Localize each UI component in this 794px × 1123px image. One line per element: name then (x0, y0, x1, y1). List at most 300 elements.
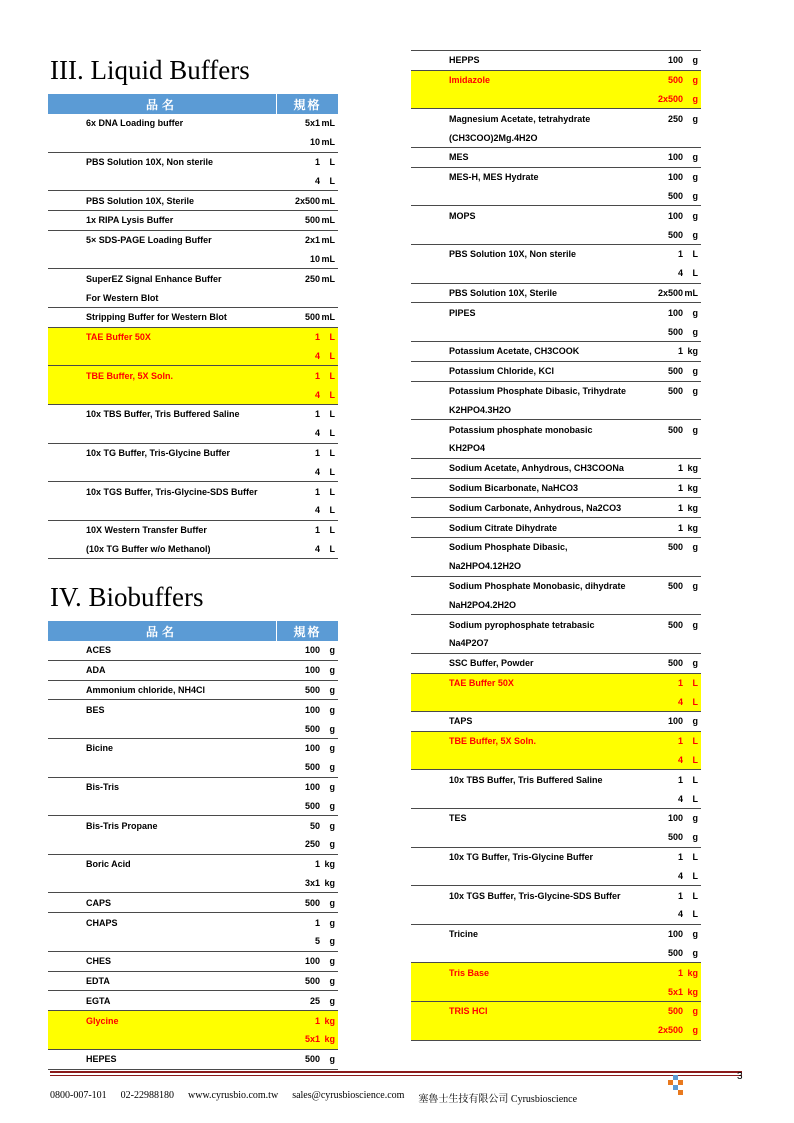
company-logo-icon (664, 1075, 686, 1097)
quantity: 5x1 (304, 118, 320, 129)
product-name: (CH3COO)2Mg.4H2O (449, 132, 538, 143)
table-row-line (48, 681, 338, 700)
product-name: PBS Solution 10X, Non sterile (86, 156, 214, 167)
table-row-line (48, 991, 338, 1010)
unit: kg (687, 522, 698, 533)
table-row-line (411, 944, 701, 963)
table-row-line (411, 187, 701, 206)
table-row-line (411, 538, 701, 557)
quantity: 1 (314, 486, 320, 497)
quantity: 50 (309, 820, 320, 831)
header-spec: 規格 (276, 621, 338, 641)
table-row-line (411, 148, 701, 167)
table-row (48, 913, 338, 952)
table-row-line (411, 809, 701, 828)
product-name: 10x TGS Buffer, Tris-Glycine-SDS Buffer (86, 486, 258, 497)
table-row-line (411, 128, 701, 147)
quantity: 100 (667, 210, 683, 221)
unit: g (692, 813, 698, 824)
biobuffers-left-rows (48, 641, 338, 1070)
table-row (48, 816, 338, 855)
table-row (411, 382, 701, 421)
table-row-line (411, 828, 701, 847)
quantity: 5x1 (304, 1034, 320, 1045)
table-row-line (411, 982, 701, 1001)
product-name: Bicine (86, 743, 114, 754)
table-row-line (411, 848, 701, 867)
product-name: 10X Western Transfer Buffer (86, 525, 207, 536)
quantity: 100 (304, 956, 320, 967)
quantity: 500 (667, 75, 683, 86)
table-row-line (411, 342, 701, 361)
unit: g (329, 1054, 335, 1065)
quantity: 4 (677, 268, 683, 279)
quantity: 1 (677, 967, 683, 978)
product-name: Tricine (449, 929, 479, 940)
table-row (48, 893, 338, 913)
unit: kg (687, 967, 698, 978)
table-row-line (48, 835, 338, 854)
product-name: CHAPS (86, 917, 118, 928)
footer-rule-thin (50, 1075, 742, 1076)
unit: g (692, 658, 698, 669)
unit: g (329, 839, 335, 850)
table-row-line (411, 264, 701, 283)
table-row-line (411, 225, 701, 244)
unit: L (692, 755, 698, 766)
product-name: PBS Solution 10X, Sterile (449, 287, 558, 298)
unit: g (329, 665, 335, 676)
unit: L (329, 175, 335, 186)
table-row (48, 482, 338, 521)
product-name: Potassium Acetate, CH3COOK (449, 346, 580, 357)
unit: kg (687, 346, 698, 357)
quantity: 5x1 (667, 986, 683, 997)
table-row-line (48, 114, 338, 133)
product-name: TAE Buffer 50X (449, 677, 514, 688)
product-name: PBS Solution 10X, Sterile (86, 195, 195, 206)
table-row-line (48, 328, 338, 347)
quantity: 250 (304, 273, 320, 284)
table-row-line (411, 692, 701, 711)
table-row-line (48, 385, 338, 404)
product-name: KH2PO4 (449, 443, 486, 454)
table-row (48, 269, 338, 308)
unit: g (329, 956, 335, 967)
unit: mL (321, 312, 335, 323)
table-row-line (411, 1002, 701, 1021)
quantity: 500 (667, 1006, 683, 1017)
product-name: MOPS (449, 210, 476, 221)
quantity: 1 (677, 852, 683, 863)
unit: mL (321, 137, 335, 148)
product-name: 10x TBS Buffer, Tris Buffered Saline (86, 409, 240, 420)
table-row-line (411, 284, 701, 303)
quantity: 1 (314, 525, 320, 536)
unit: L (329, 466, 335, 477)
biobuffers-right-rows (411, 51, 701, 1041)
table-row-line (48, 758, 338, 777)
quantity: 4 (677, 793, 683, 804)
table-row-line (411, 732, 701, 751)
table-row-line (48, 932, 338, 951)
unit: g (692, 929, 698, 940)
quantity: 1 (677, 890, 683, 901)
unit: g (329, 936, 335, 947)
quantity: 1 (314, 370, 320, 381)
unit: L (692, 774, 698, 785)
unit: L (329, 447, 335, 458)
product-name: Potassium phosphate monobasic (449, 424, 593, 435)
liquid-buffers-table (48, 94, 338, 559)
quantity: 3x1 (304, 877, 320, 888)
unit: kg (687, 986, 698, 997)
product-name: TBE Buffer, 5X Soln. (86, 370, 174, 381)
unit: mL (684, 287, 698, 298)
table-row-line (48, 133, 338, 152)
unit: g (692, 326, 698, 337)
quantity: 4 (314, 428, 320, 439)
footer-contact (50, 1090, 690, 1105)
unit: g (692, 580, 698, 591)
table-row (48, 952, 338, 972)
unit: L (329, 370, 335, 381)
table-row-line (48, 171, 338, 190)
quantity: 500 (304, 684, 320, 695)
table-row (48, 641, 338, 661)
table-row-line (48, 444, 338, 463)
quantity: 500 (304, 312, 320, 323)
table-row (48, 308, 338, 328)
unit: L (329, 389, 335, 400)
table-row-line (411, 168, 701, 187)
product-name: 10x TGS Buffer, Tris-Glycine-SDS Buffer (449, 890, 621, 901)
quantity: 1 (314, 332, 320, 343)
table-row (48, 991, 338, 1011)
unit: kg (687, 502, 698, 513)
product-name: 1x RIPA Lysis Buffer (86, 215, 174, 226)
product-name: Sodium Citrate Dihydrate (449, 522, 558, 533)
unit: g (329, 645, 335, 656)
table-row (48, 855, 338, 894)
table-row (48, 328, 338, 367)
table-row (411, 71, 701, 110)
unit: L (329, 505, 335, 516)
header-product-name: 品名 (145, 97, 178, 112)
quantity: 100 (667, 152, 683, 163)
table-row-line (411, 905, 701, 924)
table-row-line (48, 739, 338, 758)
unit: kg (324, 877, 335, 888)
product-name: 10x TBS Buffer, Tris Buffered Saline (449, 774, 603, 785)
quantity: 500 (304, 723, 320, 734)
unit: g (329, 743, 335, 754)
quantity: 500 (667, 542, 683, 553)
section-title-biobuffers: IV. Biobuffers (50, 582, 204, 612)
table-row-line (411, 498, 701, 517)
unit: L (329, 409, 335, 420)
table-row (48, 681, 338, 701)
product-name: PIPES (449, 307, 476, 318)
table-row-line (48, 366, 338, 385)
table-row (48, 1011, 338, 1050)
quantity: 100 (667, 172, 683, 183)
table-row (411, 420, 701, 459)
table-row (411, 109, 701, 148)
unit: mL (321, 253, 335, 264)
table-row-line (411, 770, 701, 789)
unit: kg (324, 1034, 335, 1045)
quantity: 500 (667, 658, 683, 669)
quantity: 10 (309, 253, 320, 264)
quantity: 1 (314, 917, 320, 928)
quantity: 2x1 (304, 235, 320, 246)
unit: g (329, 723, 335, 734)
quantity: 500 (304, 897, 320, 908)
table-row-line (411, 303, 701, 322)
table-row-line (48, 700, 338, 719)
table-row-line (48, 719, 338, 738)
unit: g (329, 975, 335, 986)
product-name: TBE Buffer, 5X Soln. (449, 736, 537, 747)
product-name: EDTA (86, 975, 110, 986)
table-row-line (411, 789, 701, 808)
unit: mL (321, 273, 335, 284)
unit: L (329, 486, 335, 497)
table-row-line (48, 288, 338, 307)
quantity: 4 (677, 755, 683, 766)
table-row-line (48, 855, 338, 874)
table-row (411, 148, 701, 168)
table-row (411, 342, 701, 362)
footer-phone: 02-22988180 (120, 1090, 175, 1101)
quantity: 1 (677, 774, 683, 785)
unit: g (692, 1006, 698, 1017)
table-row (411, 245, 701, 284)
unit: g (692, 190, 698, 201)
table-row-line (411, 1021, 701, 1040)
table-row (411, 206, 701, 245)
product-name: SSC Buffer, Powder (449, 658, 534, 669)
table-row-line (411, 71, 701, 90)
quantity: 1 (677, 249, 683, 260)
unit: kg (687, 482, 698, 493)
quantity: 100 (667, 929, 683, 940)
product-name: TRIS HCl (449, 1006, 488, 1017)
header-product-name: 品名 (145, 624, 178, 639)
product-name: Stripping Buffer for Western Blot (86, 312, 227, 323)
product-name: HEPPS (449, 55, 480, 66)
table-row (411, 303, 701, 342)
quantity: 100 (304, 781, 320, 792)
quantity: 500 (304, 762, 320, 773)
product-name: ADA (86, 665, 106, 676)
table-row (411, 925, 701, 964)
quantity: 500 (304, 1054, 320, 1065)
table-row (48, 153, 338, 192)
quantity: 500 (667, 580, 683, 591)
product-name: Sodium Carbonate, Anhydrous, Na2CO3 (449, 502, 622, 513)
table-header (48, 621, 338, 641)
table-row (411, 1002, 701, 1041)
table-row (48, 661, 338, 681)
table-row-line (48, 501, 338, 520)
unit: g (329, 762, 335, 773)
table-row (48, 700, 338, 739)
footer-company-name: 塞魯士生技有限公司 Cyrusbioscience (418, 1094, 578, 1105)
unit: g (692, 113, 698, 124)
table-row (48, 1050, 338, 1070)
unit: L (692, 677, 698, 688)
quantity: 25 (309, 995, 320, 1006)
table-row-line (48, 972, 338, 991)
quantity: 1 (314, 156, 320, 167)
footer-phone-tollfree: 0800-007-101 (50, 1090, 107, 1101)
unit: g (329, 995, 335, 1006)
quantity: 1 (314, 859, 320, 870)
quantity: 2x500 (657, 93, 683, 104)
table-row-line (411, 439, 701, 458)
table-row (411, 518, 701, 538)
unit: L (692, 793, 698, 804)
table-row-line (411, 712, 701, 731)
unit: g (329, 897, 335, 908)
table-row-line (48, 540, 338, 559)
unit: L (329, 428, 335, 439)
quantity: 500 (667, 326, 683, 337)
table-row (411, 51, 701, 71)
unit: L (692, 909, 698, 920)
table-row-line (411, 595, 701, 614)
quantity: 500 (304, 215, 320, 226)
table-row-line (48, 952, 338, 971)
table-row-line (48, 816, 338, 835)
table-row-line (48, 269, 338, 288)
quantity: 4 (314, 175, 320, 186)
footer-website-link[interactable]: www.cyrusbio.com.tw (188, 1090, 279, 1101)
unit: g (692, 55, 698, 66)
product-name: Na2HPO4.12H2O (449, 561, 522, 572)
quantity: 100 (304, 645, 320, 656)
table-row-line (48, 778, 338, 797)
table-row-line (411, 674, 701, 693)
product-name: TES (449, 813, 467, 824)
table-row-line (411, 634, 701, 653)
quantity: 4 (314, 389, 320, 400)
table-row-line (411, 751, 701, 770)
product-name: ACES (86, 645, 112, 656)
product-name: (10x TG Buffer w/o Methanol) (86, 543, 211, 554)
product-name: Bis-Tris (86, 781, 120, 792)
quantity: 1 (314, 409, 320, 420)
table-row-line (48, 893, 338, 912)
table-row-line (48, 661, 338, 680)
quantity: 100 (667, 55, 683, 66)
quantity: 4 (314, 466, 320, 477)
table-row-line (48, 521, 338, 540)
product-name: 10x TG Buffer, Tris-Glycine Buffer (449, 852, 594, 863)
table-row (411, 674, 701, 713)
table-row (411, 732, 701, 771)
quantity: 10 (309, 137, 320, 148)
table-row (411, 770, 701, 809)
quantity: 4 (677, 870, 683, 881)
table-row (411, 538, 701, 577)
product-name: Na4P2O7 (449, 638, 489, 649)
table-row (411, 615, 701, 654)
quantity: 500 (667, 385, 683, 396)
quantity: 500 (667, 229, 683, 240)
quantity: 500 (304, 800, 320, 811)
table-row-line (411, 615, 701, 634)
unit: L (692, 268, 698, 279)
product-name: MES-H, MES Hydrate (449, 172, 539, 183)
table-row-line (411, 518, 701, 537)
table-row (48, 778, 338, 817)
unit: L (692, 852, 698, 863)
table-row-line (48, 1050, 338, 1069)
table-row (411, 362, 701, 382)
unit: g (692, 93, 698, 104)
quantity: 1 (677, 522, 683, 533)
quantity: 1 (677, 346, 683, 357)
quantity: 4 (314, 543, 320, 554)
product-name: Glycine (86, 1015, 119, 1026)
quantity: 4 (677, 909, 683, 920)
table-row-line (411, 245, 701, 264)
table-row-line (48, 405, 338, 424)
unit: g (692, 210, 698, 221)
table-row-line (411, 577, 701, 596)
product-name: 5× SDS-PAGE Loading Buffer (86, 235, 212, 246)
unit: g (692, 75, 698, 86)
product-name: CAPS (86, 897, 112, 908)
table-row-line (48, 153, 338, 172)
table-row-line (411, 206, 701, 225)
quantity: 500 (667, 366, 683, 377)
product-name: SuperEZ Signal Enhance Buffer (86, 273, 222, 284)
footer-email-link[interactable]: sales@cyrusbioscience.com (292, 1090, 405, 1101)
unit: mL (321, 215, 335, 226)
table-row (411, 498, 701, 518)
table-row-line (411, 420, 701, 439)
table-row-line (48, 424, 338, 443)
product-name: TAE Buffer 50X (86, 332, 151, 343)
unit: kg (324, 859, 335, 870)
unit: mL (321, 195, 335, 206)
product-name: MES (449, 152, 469, 163)
quantity: 1 (677, 677, 683, 688)
product-name: NaH2PO4.2H2O (449, 599, 517, 610)
table-row (48, 231, 338, 270)
table-row-line (411, 925, 701, 944)
unit: g (692, 385, 698, 396)
unit: g (692, 307, 698, 318)
table-row-line (411, 479, 701, 498)
product-name: 10x TG Buffer, Tris-Glycine Buffer (86, 447, 231, 458)
quantity: 500 (304, 975, 320, 986)
product-name: Sodium pyrophosphate tetrabasic (449, 619, 595, 630)
liquid-buffers-rows (48, 114, 338, 559)
product-name: For Western Blot (86, 292, 159, 303)
product-name: Magnesium Acetate, tetrahydrate (449, 113, 591, 124)
unit: g (692, 152, 698, 163)
table-row (48, 211, 338, 231)
product-name: CHES (86, 956, 112, 967)
table-row (411, 963, 701, 1002)
table-row-line (48, 211, 338, 230)
unit: g (692, 172, 698, 183)
